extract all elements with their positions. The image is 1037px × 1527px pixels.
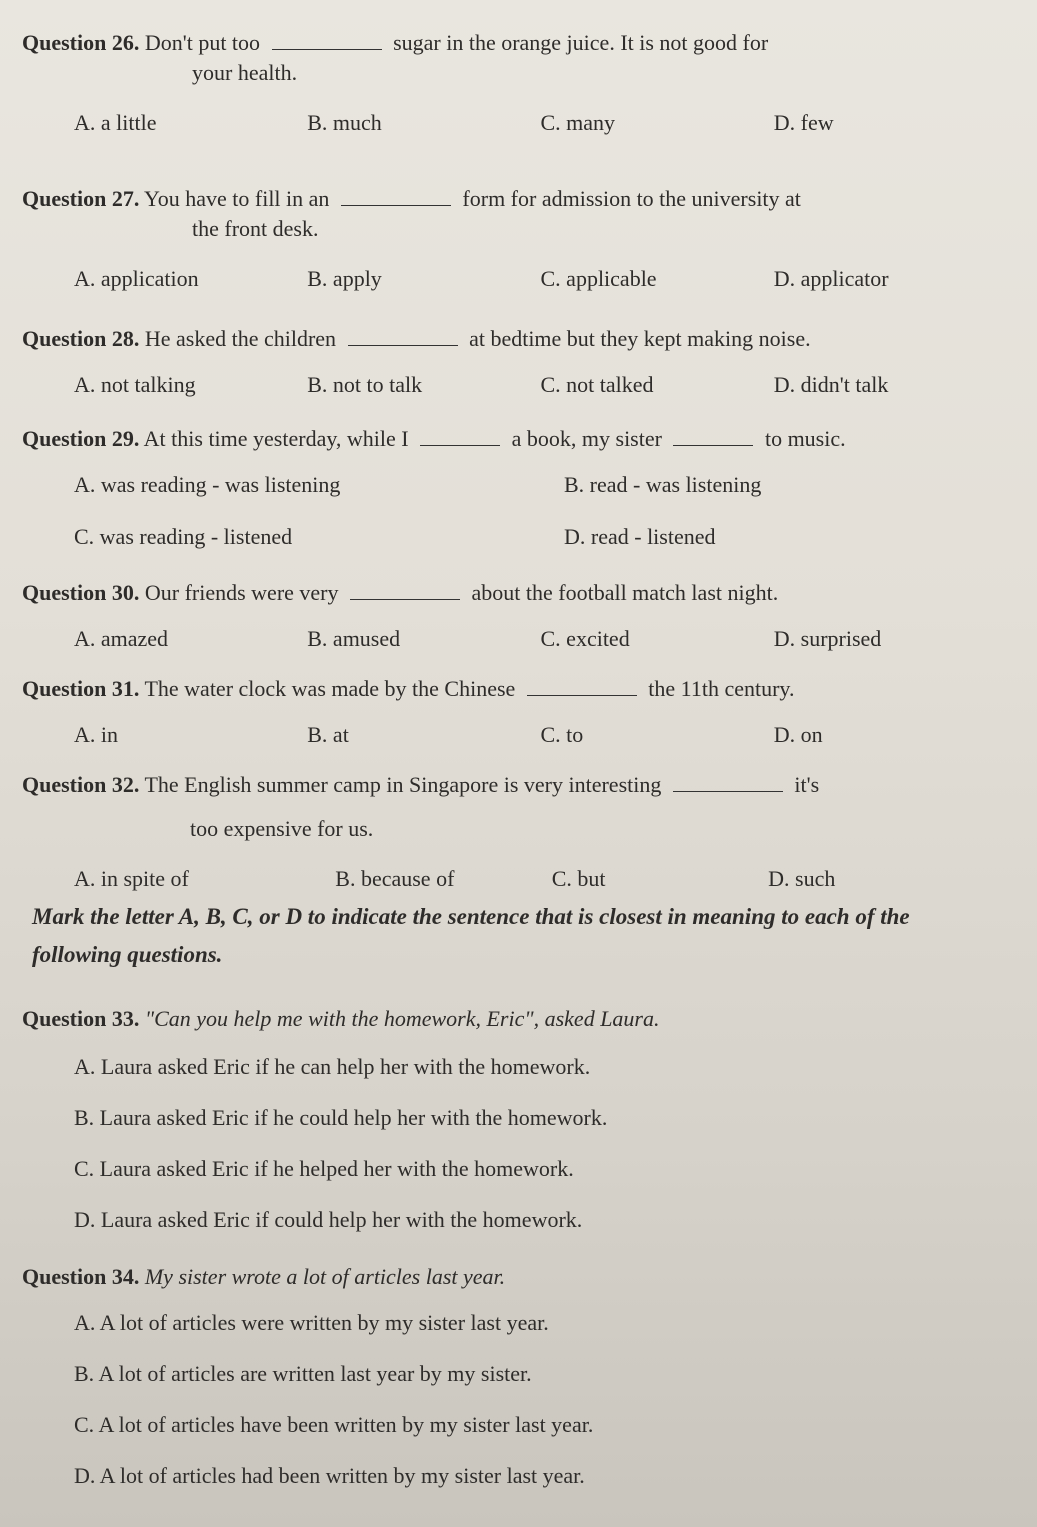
question-31 bbox=[22, 674, 1007, 750]
option-c[interactable]: C. not talked bbox=[540, 372, 654, 397]
answer-blank bbox=[527, 677, 637, 696]
question-continuation: too expensive for us. bbox=[190, 816, 374, 841]
option-c[interactable]: C. but bbox=[551, 866, 606, 891]
option-b[interactable]: B. apply bbox=[307, 266, 382, 291]
option-d[interactable]: D. surprised bbox=[773, 626, 882, 651]
option-b[interactable]: B. much bbox=[307, 110, 382, 135]
options-row bbox=[22, 522, 1007, 552]
answer-blank bbox=[420, 427, 500, 446]
options-row bbox=[22, 108, 1007, 138]
question-text: at bedtime but they kept making noise. bbox=[469, 326, 811, 351]
option-c[interactable]: C. excited bbox=[540, 626, 630, 651]
option-a[interactable]: A. A lot of articles were written by my sister last year. bbox=[74, 1310, 549, 1335]
option-d[interactable]: D. such bbox=[768, 866, 836, 891]
option-c[interactable]: C. Laura asked Eric if he helped her with the homework. bbox=[74, 1156, 574, 1181]
option-b[interactable]: B. read - was listening bbox=[564, 472, 762, 497]
option-b[interactable]: B. not to talk bbox=[307, 372, 423, 397]
option-d[interactable]: D. A lot of articles had been written by my sister last year. bbox=[74, 1463, 585, 1488]
question-text: it's bbox=[794, 772, 820, 797]
option-b[interactable]: B. because of bbox=[335, 866, 455, 891]
option-b[interactable]: B. Laura asked Eric if he could help her with the homework. bbox=[74, 1105, 608, 1130]
question-text: You have to fill in an bbox=[144, 186, 330, 211]
question-33 bbox=[22, 1004, 1007, 1235]
options-row bbox=[22, 624, 1007, 654]
question-26 bbox=[22, 28, 1007, 138]
question-text: Our friends were very bbox=[144, 580, 339, 605]
answer-blank bbox=[272, 31, 382, 50]
option-d[interactable]: D. few bbox=[773, 110, 834, 135]
options-row bbox=[22, 864, 1007, 894]
option-b[interactable]: B. amused bbox=[307, 626, 401, 651]
question-text: At this time yesterday, while I bbox=[143, 426, 409, 451]
answer-blank bbox=[673, 773, 783, 792]
question-number: Question 33. bbox=[22, 1006, 140, 1031]
option-c[interactable]: C. was reading - listened bbox=[74, 524, 293, 549]
question-number: Question 27. bbox=[22, 186, 140, 211]
question-32 bbox=[22, 770, 1007, 894]
question-text: a book, my sister bbox=[511, 426, 662, 451]
options-row bbox=[22, 370, 1007, 400]
answer-blank bbox=[348, 327, 458, 346]
question-number: Question 34. bbox=[22, 1264, 140, 1289]
option-a[interactable]: A. amazed bbox=[74, 626, 169, 651]
instruction-text: Mark the letter A, B, C, or D to indicate the sentence that is closest in meaning to each of the following questions. bbox=[32, 904, 910, 967]
question-text: about the football match last night. bbox=[471, 580, 779, 605]
option-a[interactable]: A. was reading - was listening bbox=[74, 472, 341, 497]
answer-blank bbox=[673, 427, 753, 446]
option-c[interactable]: C. A lot of articles have been written by my sister last year. bbox=[74, 1412, 594, 1437]
option-a[interactable]: A. Laura asked Eric if he can help her with the homework. bbox=[74, 1054, 591, 1079]
question-text: The water clock was made by the Chinese bbox=[144, 676, 516, 701]
answer-blank bbox=[350, 581, 460, 600]
option-d[interactable]: D. didn't talk bbox=[773, 372, 889, 397]
option-c[interactable]: C. many bbox=[540, 110, 616, 135]
question-text: He asked the children bbox=[144, 326, 337, 351]
option-a[interactable]: A. in bbox=[74, 722, 118, 747]
option-d[interactable]: D. on bbox=[773, 722, 823, 747]
question-number: Question 29. bbox=[22, 426, 140, 451]
question-number: Question 28. bbox=[22, 326, 140, 351]
question-text: to music. bbox=[764, 426, 846, 451]
option-a[interactable]: A. application bbox=[74, 266, 199, 291]
option-a[interactable]: A. not talking bbox=[74, 372, 196, 397]
section-instruction bbox=[22, 898, 997, 974]
option-b[interactable]: B. A lot of articles are written last year by my sister. bbox=[74, 1361, 532, 1386]
question-text: The English summer camp in Singapore is very interesting bbox=[144, 772, 662, 797]
question-number: Question 26. bbox=[22, 30, 140, 55]
question-continuation: the front desk. bbox=[192, 216, 319, 241]
question-continuation: your health. bbox=[192, 60, 298, 85]
question-29 bbox=[22, 424, 1007, 552]
question-number: Question 32. bbox=[22, 772, 140, 797]
question-text: sugar in the orange juice. It is not good for bbox=[393, 30, 769, 55]
question-number: Question 31. bbox=[22, 676, 140, 701]
question-30 bbox=[22, 578, 1007, 654]
question-prompt: My sister wrote a lot of articles last year. bbox=[144, 1264, 506, 1289]
option-d[interactable]: D. Laura asked Eric if could help her with the homework. bbox=[74, 1207, 583, 1232]
option-d[interactable]: D. applicator bbox=[773, 266, 889, 291]
option-c[interactable]: C. applicable bbox=[540, 266, 657, 291]
question-text: the 11th century. bbox=[648, 676, 795, 701]
options-row bbox=[22, 470, 1007, 500]
question-text: form for admission to the university at bbox=[462, 186, 801, 211]
question-27 bbox=[22, 184, 1007, 294]
question-28 bbox=[22, 324, 1007, 400]
option-a[interactable]: A. in spite of bbox=[74, 866, 189, 891]
option-c[interactable]: C. to bbox=[540, 722, 584, 747]
question-34 bbox=[22, 1262, 1007, 1491]
options-row bbox=[22, 720, 1007, 750]
option-b[interactable]: B. at bbox=[307, 722, 349, 747]
answer-blank bbox=[341, 187, 451, 206]
question-prompt: "Can you help me with the homework, Eric", asked Laura. bbox=[144, 1006, 660, 1031]
option-a[interactable]: A. a little bbox=[74, 110, 157, 135]
option-d[interactable]: D. read - listened bbox=[564, 524, 716, 549]
options-row bbox=[22, 264, 1007, 294]
question-text: Don't put too bbox=[144, 30, 261, 55]
question-number: Question 30. bbox=[22, 580, 140, 605]
